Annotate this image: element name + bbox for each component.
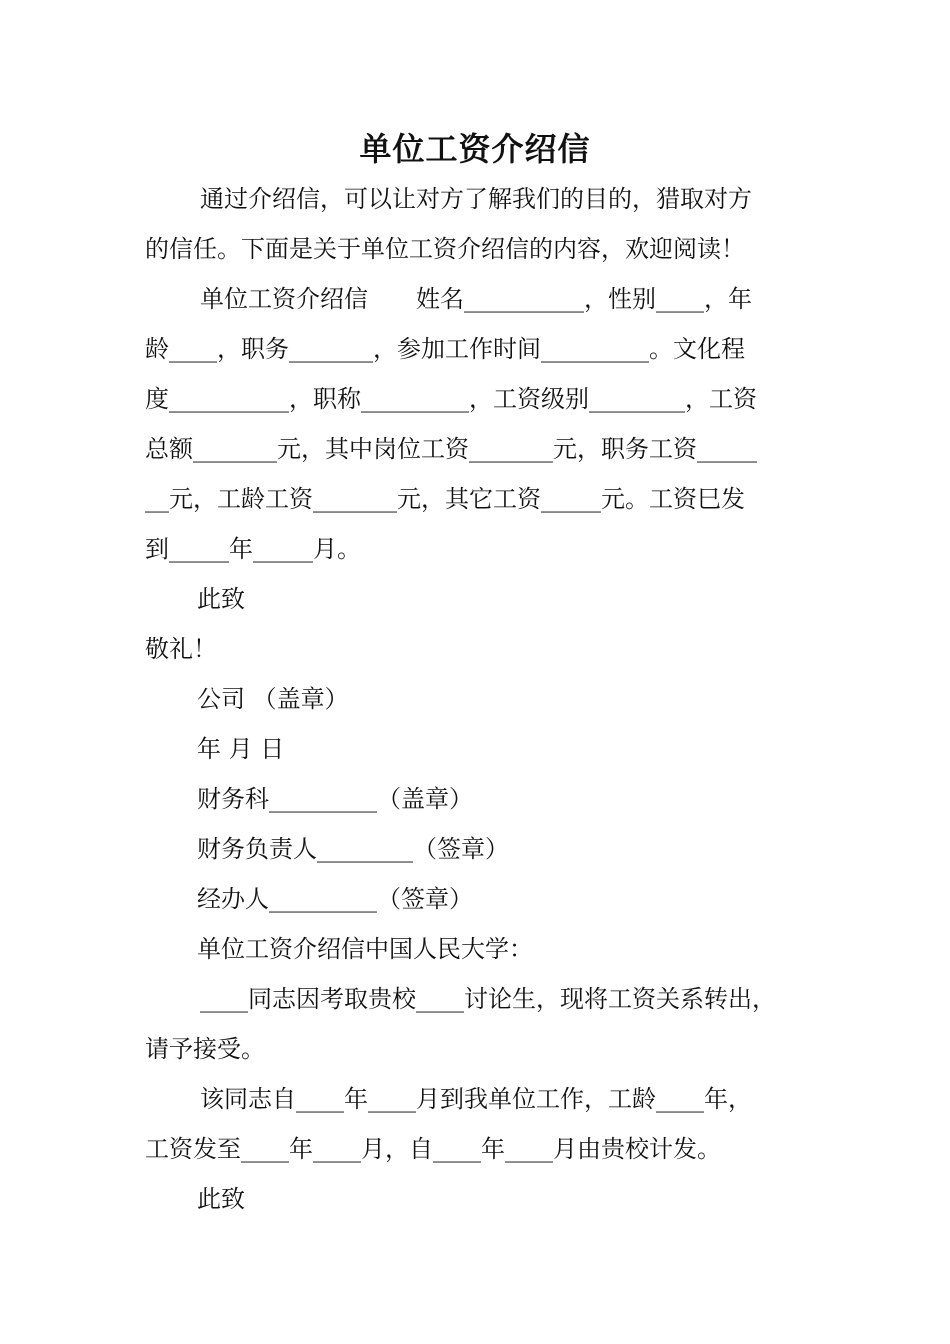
paragraph-line: 的信任。下面是关于单位工资介绍信的内容，欢迎阅读！ bbox=[145, 235, 745, 263]
paragraph-line: 龄____，职务_______，参加工作时间_________。文化程 bbox=[145, 335, 745, 363]
signature-line: 公司 （盖章） bbox=[197, 685, 349, 713]
signature-line: 财务负责人________（签章） bbox=[197, 835, 509, 863]
paragraph-line: 工资发至____年____月，自____年____月由贵校计发。 bbox=[145, 1135, 721, 1163]
paragraph-line: 通过介绍信，可以让对方了解我们的目的，猎取对方 bbox=[200, 185, 752, 213]
paragraph-line: 度__________，职称_________，工资级别________，工资 bbox=[145, 385, 757, 413]
paragraph-line: 总额_______元，其中岗位工资_______元，职务工资_____ bbox=[145, 435, 757, 463]
paragraph-line: ____同志因考取贵校____讨论生，现将工资关系转出， bbox=[200, 985, 776, 1013]
paragraph-line: __元，工龄工资_______元，其它工资_____元。工资巳发 bbox=[145, 485, 745, 513]
closing-line: 此致 bbox=[197, 1185, 245, 1213]
paragraph-line: 单位工资介绍信 姓名__________，性别____，年 bbox=[200, 285, 752, 313]
paragraph-line: 该同志自____年____月到我单位工作，工龄____年， bbox=[200, 1085, 752, 1113]
salutation-line: 敬礼！ bbox=[145, 635, 217, 663]
closing-line: 此致 bbox=[197, 585, 245, 613]
document-title: 单位工资介绍信 bbox=[359, 130, 591, 168]
signature-line: 经办人_________（签章） bbox=[197, 885, 473, 913]
date-line: 年 月 日 bbox=[197, 735, 285, 763]
paragraph-line: 到_____年_____月。 bbox=[145, 535, 361, 563]
signature-line: 财务科_________（盖章） bbox=[197, 785, 473, 813]
section-heading-line: 单位工资介绍信中国人民大学： bbox=[197, 935, 533, 963]
paragraph-line: 请予接受。 bbox=[145, 1035, 265, 1063]
